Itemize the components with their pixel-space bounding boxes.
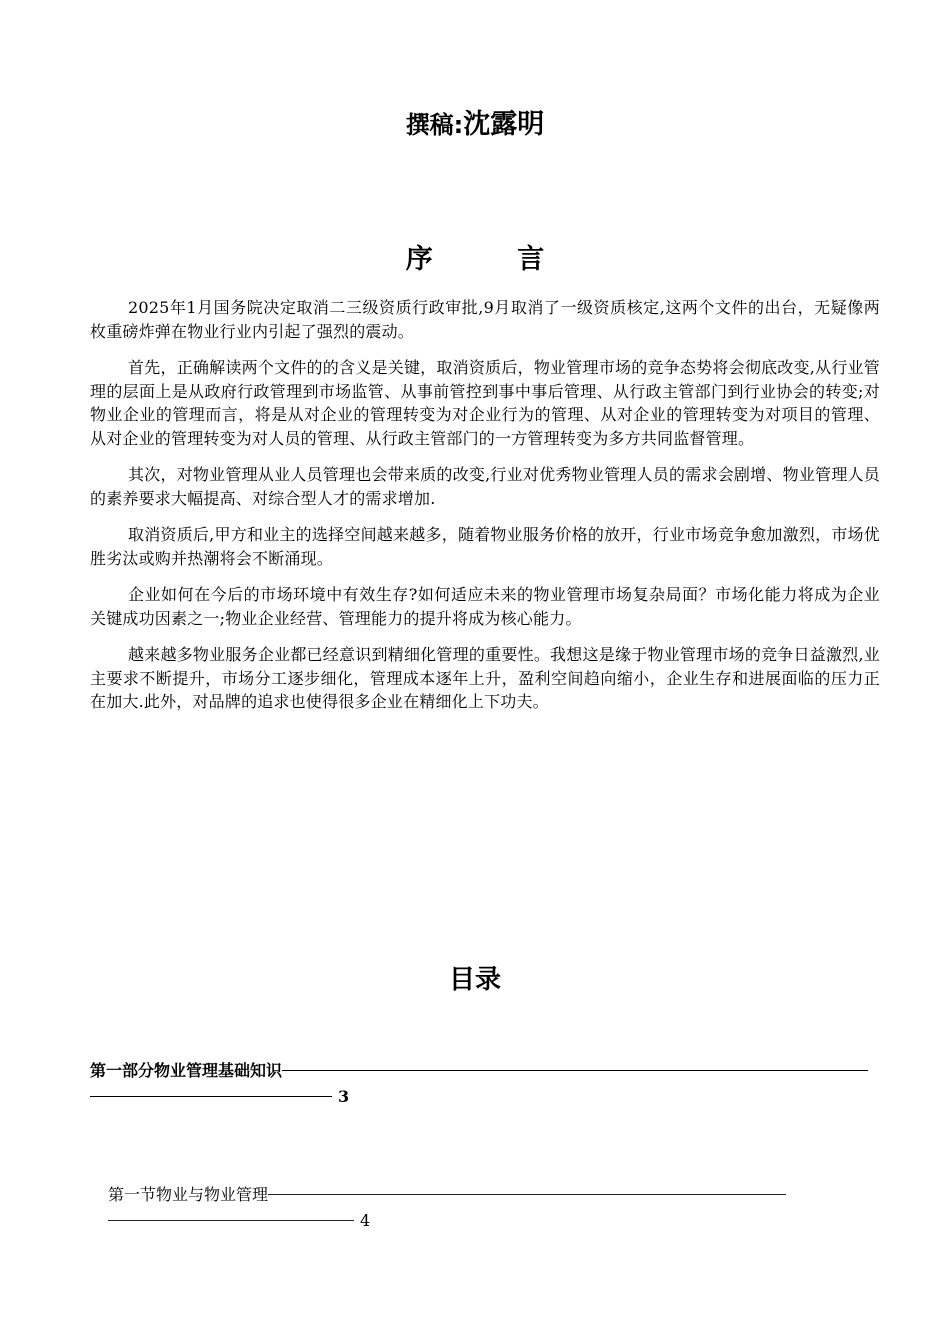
toc-leader xyxy=(108,1220,354,1222)
toc-leader xyxy=(268,1194,786,1196)
toc-entry-label: 第一部分物业管理基础知识 xyxy=(90,1061,283,1080)
toc-entry-label: 第一节物业与物业管理 xyxy=(108,1185,269,1204)
author-name: 沈露明 xyxy=(463,109,545,140)
preface-paragraph: 企业如何在今后的市场环境中有效生存?如何适应未来的物业管理市场复杂局面？市场化能力将成为企业关键成功因素之一;物业企业经营、管理能力的提升将成为核心能力。 xyxy=(90,585,880,628)
toc-page-number: 4 xyxy=(360,1211,371,1230)
toc-entry-section-one[interactable] xyxy=(108,1182,820,1234)
toc-leader xyxy=(90,1096,332,1098)
preface-paragraph: 2025年1月国务院决定取消二三级资质行政审批,9月取消了一级资质核定,这两个文件的出台，无疑像两枚重磅炸弹在物业行业内引起了强烈的震动。 xyxy=(90,298,880,341)
toc-page-number: 3 xyxy=(338,1087,350,1106)
preface-paragraph: 首先，正确解读两个文件的的含义是关键，取消资质后，物业管理市场的竞争态势将会彻底改变,从行业管理的层面上是从政府行政管理到市场监管、从事前管控到事中事后管理、从行政主管部门到行业协会的转变;对物业企业的管理而言，将是从对企业的管理转变为对企业行为的管理、从对企业的管理转变为对项目的管理、从对企业的管理转变为对人员的管理、从行政主管部门的一方管理转变为多方共同监督管理。 xyxy=(90,358,880,448)
toc-title: 目录 xyxy=(448,965,501,995)
preface-paragraph: 越来越多物业服务企业都已经意识到精细化管理的重要性。我想这是缘于物业管理市场的竞争日益激烈,业主要求不断提升，市场分工逐步细化，管理成本逐年上升，盈利空间趋向缩小，企业生存和进展面临的压力正在加大.此外，对品牌的追求也使得很多企业在精细化上下功夫。 xyxy=(90,645,880,711)
author-line xyxy=(0,108,950,142)
author-label: 撰稿: xyxy=(405,111,464,139)
preface-paragraph: 其次，对物业管理从业人员管理也会带来质的改变,行业对优秀物业管理人员的需求会剧增、物业管理人员的素养要求大幅提高、对综合型人才的需求增加. xyxy=(90,465,880,508)
toc-entry-part-one[interactable] xyxy=(90,1058,882,1110)
preface-paragraph: 取消资质后,甲方和业主的选择空间越来越多，随着物业服务价格的放开，行业市场竞争愈加激烈，市场优胜劣汰或购并热潮将会不断涌现。 xyxy=(90,525,880,568)
preface-body xyxy=(90,296,880,727)
toc-leader xyxy=(282,1070,868,1072)
preface-title: 序 言 xyxy=(405,244,545,275)
